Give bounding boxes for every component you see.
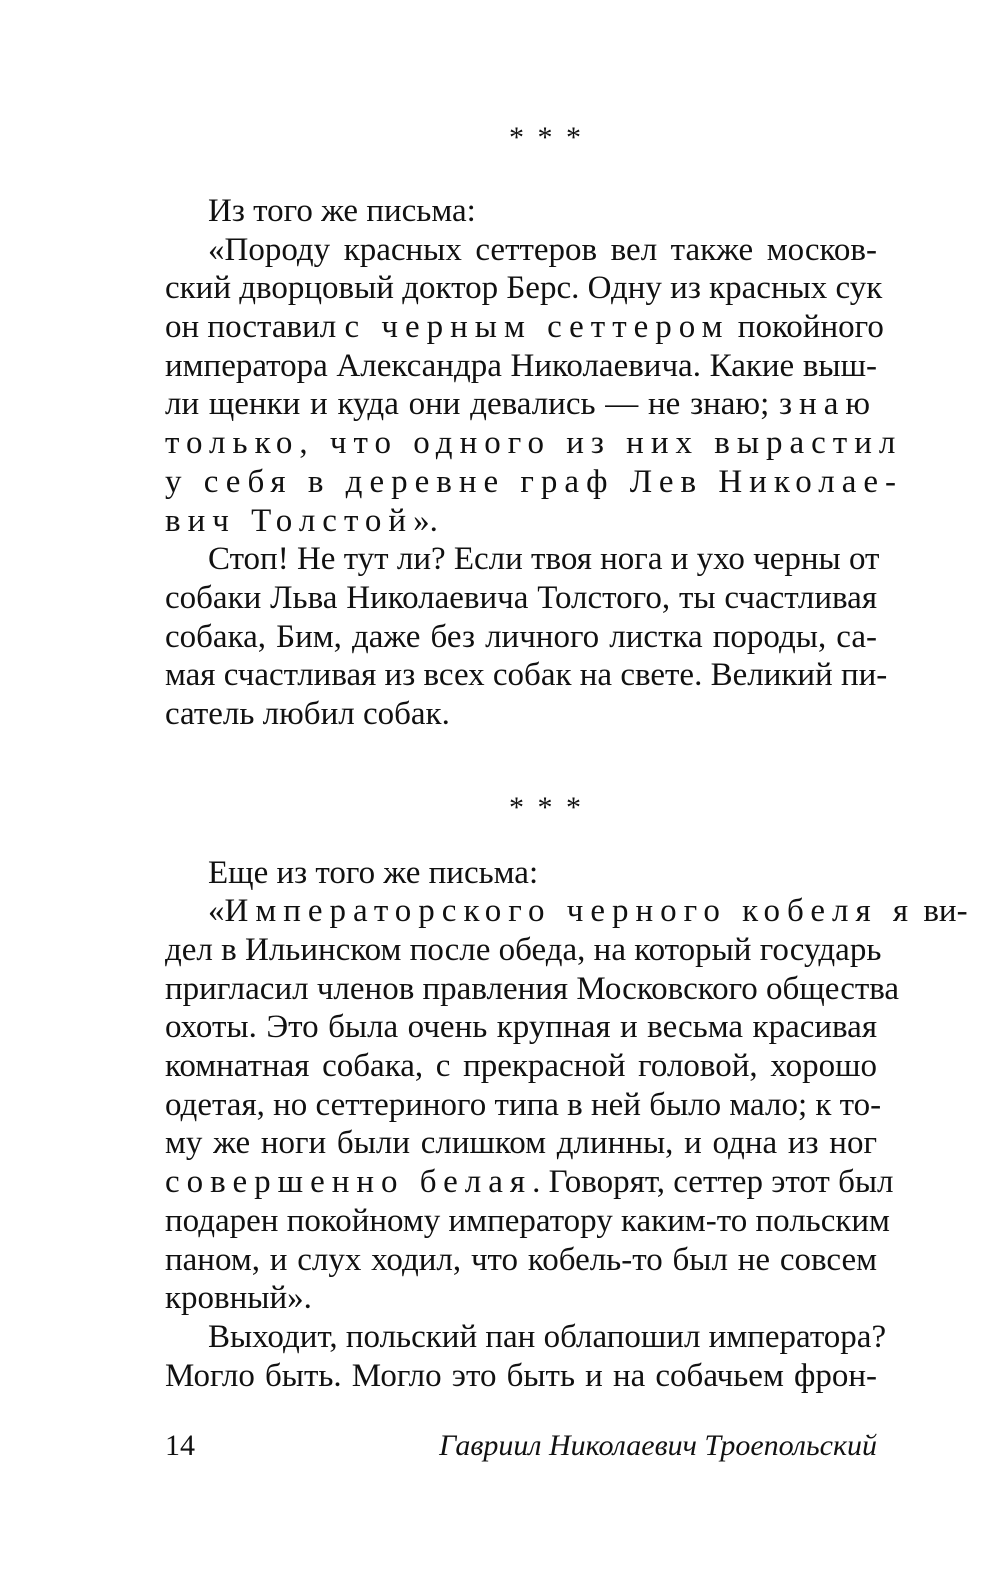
text-run: « — [208, 893, 225, 930]
text-line: подарен покойному императору каким-то польским — [165, 1202, 890, 1239]
text-line: ский дворцовый доктор Берс. Одну из красных сук — [165, 270, 883, 307]
text-line: кровный». — [165, 1280, 312, 1317]
text-line: комнатная собака, с прекрасной головой, хорошо — [165, 1048, 877, 1085]
text-line — [165, 1163, 894, 1202]
text-run: покойного — [729, 309, 884, 346]
text-line — [165, 424, 903, 463]
spaced-text: вич Толстой — [165, 502, 414, 539]
text-run: ». — [413, 502, 438, 539]
text-line — [165, 308, 884, 347]
section-separator: * * * — [509, 790, 581, 824]
paragraph-quote-1 — [165, 231, 904, 541]
text-run: ви- — [915, 893, 968, 930]
text-line: императора Александра Николаевича. Какие выш- — [165, 347, 877, 384]
text-line — [165, 463, 904, 502]
paragraph-comment-2 — [165, 1318, 887, 1395]
text-line — [165, 502, 877, 541]
text-line: Еще из того же письма: — [208, 854, 539, 891]
paragraph-quote-2 — [165, 892, 968, 1318]
text-line: охоты. Это была очень крупная и весьма красивая — [165, 1009, 877, 1046]
text-line: одетая, но сеттериного типа в ней было мало; к то- — [165, 1086, 882, 1123]
section-separator: * * * — [509, 121, 581, 154]
spaced-text: с черным сеттером — [344, 309, 730, 346]
text-line: дел в Ильинском после обеда, на который государь — [165, 932, 882, 968]
spaced-text: у себя в деревне граф Лев Николае- — [165, 463, 904, 500]
spaced-text: совершенно белая — [165, 1164, 533, 1201]
page-number: 14 — [165, 1429, 195, 1462]
text-line — [165, 385, 877, 424]
paragraph-lead-1 — [165, 192, 877, 231]
text-line: му же ноги были слишком длинны, и одна из ног — [165, 1125, 877, 1162]
text-line: собаки Льва Николаевича Толстого, ты счастливая — [165, 579, 877, 616]
text-run: ли щенки и куда они девались — не знаю; — [165, 386, 779, 423]
text-line: сатель любил собак. — [165, 695, 450, 732]
text-line — [165, 892, 968, 931]
text-line: Стоп! Не тут ли? Если твоя нога и ухо черны от — [208, 541, 880, 578]
paragraph-comment-1 — [165, 540, 888, 733]
paragraph-lead-2 — [165, 854, 877, 893]
text-run: . Говорят, сеттер этот был — [532, 1164, 894, 1201]
text-line: паном, и слух ходил, что кобель-то был не совсем — [165, 1241, 877, 1278]
text-line: пригласил членов правления Московского общества — [165, 970, 900, 1007]
page-body — [165, 118, 968, 1395]
spaced-text: Императорского черного кобеля я — [224, 893, 916, 930]
text-line: Из того же письма: — [208, 193, 476, 229]
spaced-text: только, что одного из них вырастил — [165, 425, 903, 462]
text-run: он поставил — [165, 309, 345, 346]
text-line: «Породу красных сеттеров вел также москов- — [208, 231, 877, 268]
text-line: Выходит, польский пан облапошил императора? — [208, 1318, 887, 1355]
text-line: мая счастливая из всех собак на свете. Великий пи- — [165, 657, 888, 694]
text-line: Могло быть. Могло это быть и на собачьем фрон- — [165, 1357, 877, 1394]
text-line: собака, Бим, даже без личного листка породы, са- — [165, 618, 877, 655]
running-author: Гавриил Николаевич Троепольский — [439, 1429, 877, 1462]
spaced-text: знаю — [779, 386, 877, 423]
